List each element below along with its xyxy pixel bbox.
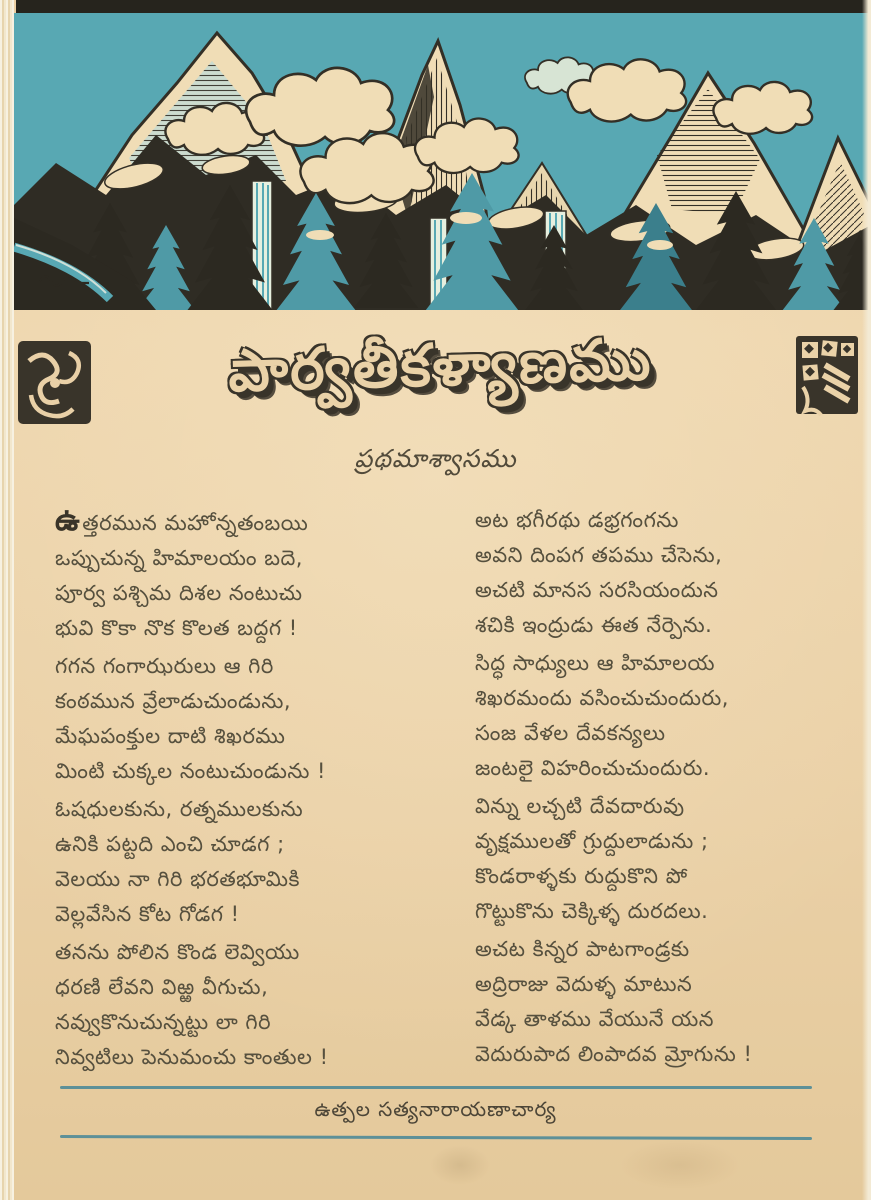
poem-line: నివ్వటిలు పెనుమంచు కాంతుల !	[55, 1045, 329, 1069]
poem-line: ఓషధులకును, రత్నములకును	[55, 797, 304, 821]
poem-line: అచటి మానస సరసియందున	[475, 578, 719, 602]
poem-line: భువి కొకా నొక కొలత బద్దగ !	[55, 616, 298, 640]
poem-line: అచట కిన్నర పాటగాండ్రకు	[475, 937, 690, 961]
author-name: ఉత్పల సత్యనారాయణాచార్య	[314, 1097, 557, 1121]
page-left-edge	[0, 0, 14, 1200]
floral-ornament-left-icon	[17, 339, 93, 427]
page-title: పార్వతీకళ్యాణము	[227, 325, 654, 405]
poem-line: శచికి ఇంద్రుడు ఈత నేర్పెను.	[475, 613, 713, 637]
stanza	[475, 932, 845, 1072]
poem-line: ఉనికి పట్టది ఎంచి చూడగ ;	[55, 832, 285, 856]
himalaya-woodcut-illustration	[14, 13, 871, 310]
poem-line: కొండరాళ్ళకు రుద్దుకొని పో	[475, 864, 688, 888]
poem-line: వెలయు నా గిరి భరతభూమికి	[55, 867, 300, 891]
poem-line: మింటి చుక్కల నంటుచుండును !	[55, 759, 326, 783]
footer-rule-bottom	[60, 1135, 812, 1140]
paper-stain	[430, 1145, 490, 1185]
poem-line: వెదురుపాద లింపాదవ మ్రోగును !	[475, 1042, 753, 1066]
stanza	[55, 792, 440, 932]
poem-line: కంఠమున వ్రేలాడుచుండును,	[55, 689, 292, 713]
paper-stain	[620, 1140, 740, 1190]
himalaya-illustration-svg	[14, 13, 871, 310]
poem-line: గగన గంగాఝరులు ఆ గిరి	[55, 654, 274, 678]
poem-line-text: త్తరమున మహోన్నతంబయి	[82, 511, 309, 535]
footer-rule-top	[60, 1086, 812, 1089]
poem-line: విన్ను లచ్చటి దేవదారువు	[475, 794, 685, 818]
poem-line: సంజ వేళల దేవకన్యలు	[475, 721, 666, 745]
canto-subtitle: ప్రథమాశ్వాసము	[354, 444, 517, 473]
page-right-edge	[862, 0, 871, 1200]
poem-line: తనను పోలిన కొండ లెవ్వియు	[55, 940, 300, 964]
poem-line: వెల్లవేసిన కోట గోడగ !	[55, 902, 240, 926]
poem-line: ఒప్పుచున్న హిమాలయం బదె,	[55, 546, 303, 570]
poem-line: జంటలై విహరించుచుందురు.	[475, 756, 711, 780]
poem-line: వృక్షములతో గ్రుద్దులాడును ;	[475, 829, 709, 853]
mosaic-ornament-right-icon	[795, 335, 859, 433]
poem-line: అవని దింపగ తపము చేసెను,	[475, 543, 723, 567]
title-band	[0, 325, 871, 438]
poem-body	[55, 503, 845, 1078]
poem-line: అట భగీరథు డభ్రగంగను	[475, 508, 679, 532]
poem-line: మేఘపంక్తుల దాటి శిఖరము	[55, 724, 286, 748]
poem-line: నవ్వుకొనుచున్నట్టు లా గిరి	[55, 1010, 272, 1034]
poem-line: ధరణి లేవని విఱ్ఱ వీగుచు,	[55, 975, 269, 999]
stanza	[55, 649, 440, 789]
poem-right-column	[475, 503, 845, 1078]
poem-line: శిఖరమందు వసించుచుందురు,	[475, 686, 729, 710]
poem-line: వేడ్క తాళము వేయునే యన	[475, 1007, 714, 1031]
stanza	[475, 503, 845, 643]
poem-left-column	[55, 503, 440, 1078]
poem-line: అద్రిరాజు వెదుళ్ళ మాటున	[475, 972, 693, 996]
scan-top-bar	[16, 0, 871, 13]
poem-line	[55, 503, 440, 541]
drop-initial: ఉ	[55, 502, 81, 538]
poem-line: గొట్టుకొను చెక్కిళ్ళ దురదలు.	[475, 899, 709, 923]
poem-line: పూర్వ పశ్చిమ దిశల నంటుచు	[55, 581, 303, 605]
poem-line: సిద్ధ సాధ్యులు ఆ హిమాలయ	[475, 651, 716, 675]
stanza	[55, 935, 440, 1075]
stanza	[55, 503, 440, 646]
stanza	[475, 646, 845, 786]
stanza	[475, 789, 845, 929]
